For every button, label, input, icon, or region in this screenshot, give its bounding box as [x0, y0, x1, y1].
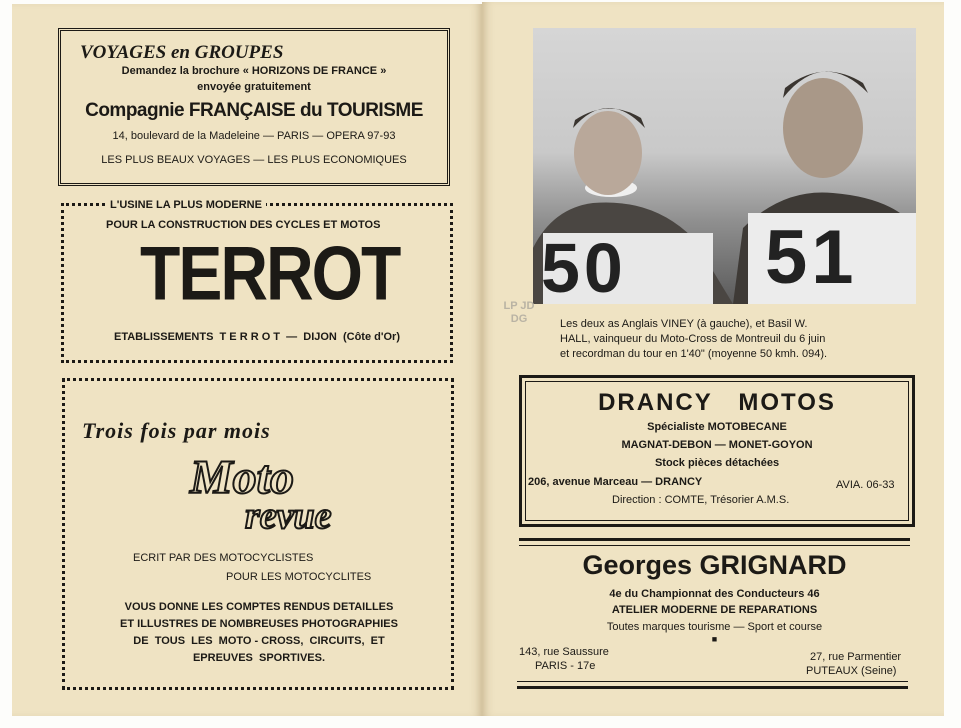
motorevue-p4: EPREUVES SPORTIVES. [192, 652, 326, 664]
drancy-direction: Direction : COMTE, Trésorier A.M.S. [612, 494, 790, 506]
drancy-line3: Stock pièces détachées [654, 457, 780, 469]
grignard-bottom-rule [517, 681, 908, 689]
grignard-address-right-1: 27, rue Parmentier [810, 651, 902, 663]
grignard-address-left-1: 143, rue Saussure [519, 646, 609, 658]
voyages-address: 14, boulevard de la Madeleine — PARIS — OPERA 97-93 [112, 130, 396, 142]
grignard-title: Georges GRIGNARD [582, 550, 847, 580]
grignard-line3: Toutes marques tourisme — Sport et course [606, 621, 823, 633]
voyages-title: VOYAGES en GROUPES [80, 42, 284, 63]
grignard-address-right-2: PUTEAUX (Seine) [806, 665, 897, 677]
bib-number-51: 51 [765, 215, 858, 300]
voyages-slogan: LES PLUS BEAUX VOYAGES — LES PLUS ECONOMIQUES [101, 154, 407, 166]
grignard-line2: ATELIER MODERNE DE REPARATIONS [611, 604, 818, 616]
voyages-line2: envoyée gratuitement [197, 81, 311, 93]
motorevue-line1: ECRIT PAR DES MOTOCYCLISTES [133, 552, 314, 564]
library-stamp: LP JD DG [503, 300, 535, 325]
drancy-line2: MAGNAT-DEBON — MONET-GOYON [621, 439, 813, 451]
grignard-address-left-2: PARIS - 17e [535, 660, 596, 672]
motorevue-line2: POUR LES MOTOCYCLITES [226, 571, 372, 583]
voyages-company: Compagnie FRANÇAISE du TOURISME [85, 100, 423, 121]
photo-caption-line1: Les deux as Anglais VINEY (à gauche), et Basil W. [560, 318, 808, 330]
drancy-phone: AVIA. 06-33 [836, 479, 895, 491]
grignard-bullet: ■ [711, 634, 718, 644]
photo-caption-line2: HALL, vainqueur du Moto-Cross de Montreuil du 6 juin [560, 333, 826, 345]
terrot-line1: L'USINE LA PLUS MODERNE [106, 199, 266, 211]
grignard-top-rule [519, 538, 910, 546]
motorevue-p1: VOUS DONNE LES COMPTES RENDUS DETAILLES [124, 601, 394, 613]
grignard-line1: 4e du Championnat des Conducteurs 46 [609, 588, 820, 600]
terrot-line2: POUR LA CONSTRUCTION DES CYCLES ET MOTOS [106, 219, 381, 231]
motorevue-p2: ET ILLUSTRES DE NOMBREUSES PHOTOGRAPHIES [120, 618, 398, 630]
motorevue-p3: DE TOUS LES MOTO - CROSS, CIRCUITS, ET [133, 635, 385, 647]
motorevue-tagline: Trois fois par mois [82, 418, 271, 443]
drancy-address: 206, avenue Marceau — DRANCY [528, 476, 703, 488]
bib-number-50: 50 [541, 229, 627, 304]
motorevue-logo-line2: revue [245, 495, 332, 537]
terrot-footer: ETABLISSEMENTS T E R R O T — DIJON (Côte d'Or) [114, 331, 400, 343]
voyages-line1: Demandez la brochure « HORIZONS DE FRANCE » [121, 65, 387, 77]
drancy-title: DRANCY MOTOS [598, 389, 836, 416]
motorevue-logo-line1: Moto [190, 451, 295, 504]
drancy-line1: Spécialiste MOTOBECANE [647, 421, 787, 433]
terrot-logo: TERROT [140, 230, 400, 316]
riders-photo [533, 28, 916, 304]
photo-caption-line3: et recordman du tour en 1'40" (moyenne 50 kmh. 094). [560, 348, 828, 360]
